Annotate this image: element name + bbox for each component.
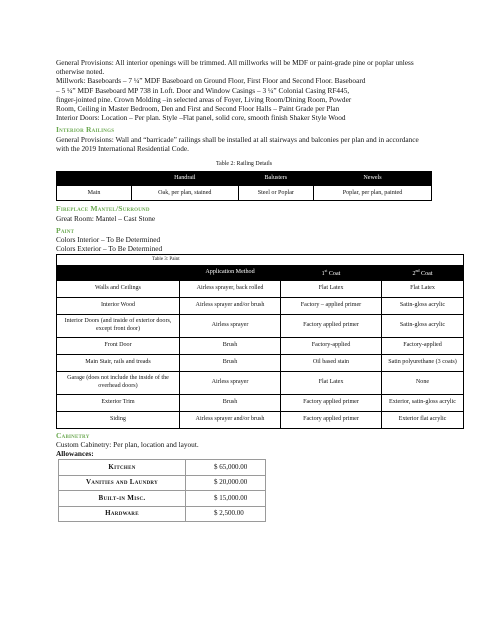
railing-header-balusters: Balusters (238, 172, 313, 186)
fireplace-heading: Fireplace Mantel/Surround (56, 204, 150, 214)
paint-header-first-coat: 1st Coat (281, 265, 382, 280)
paint-heading: Paint (56, 225, 75, 235)
paint-application: Brush (180, 394, 281, 411)
railing-table-header (57, 172, 432, 186)
allowance-amount: $ 2,500.00 (186, 506, 266, 522)
allowance-amount: $ 15,000.00 (186, 491, 266, 507)
paint-application: Airless sprayer and/or brush (180, 297, 281, 314)
table-row (57, 354, 464, 371)
paint-first-coat: Factory-applied (281, 337, 382, 354)
paint-surface: Garage (does not include the inside of the overhead doors) (57, 371, 180, 394)
paint-table (56, 254, 464, 429)
paint-application: Airless sprayer (180, 314, 281, 337)
table-row (57, 394, 464, 411)
paint-surface: Interior Doors (and inside of exterior doors, except front door) (57, 314, 180, 337)
millwork-line-4: Room, Ceiling in Master Bedroom, Den and First and Second Floor Halls – Paint Grade per Plan (56, 104, 340, 114)
paint-application: Airless sprayer, back rolled (180, 280, 281, 297)
paint-surface: Exterior Trim (57, 394, 180, 411)
paint-second-coat: Flat Latex (382, 280, 464, 297)
paint-first-coat: Flat Latex (281, 371, 382, 394)
railing-table-caption: Table 2: Railing Details (215, 161, 273, 168)
millwork-line-5: Interior Doors: Location – Per plan. Style –Flat panel, solid core, smooth finish Shaker Style Wood (56, 113, 346, 123)
paint-surface: Siding (57, 411, 180, 428)
railing-header-empty (57, 172, 132, 186)
table-row (59, 506, 266, 522)
table-row (59, 475, 266, 491)
allowance-item: Hardware (59, 506, 186, 522)
table-row (57, 297, 464, 314)
paint-surface: Main Stair, rails and treads (57, 354, 180, 371)
paint-second-coat: Exterior, satin-gloss acrylic (382, 394, 464, 411)
table-row (57, 371, 464, 394)
millwork-line-3: finger-jointed pine. Crown Molding –in selected areas of Foyer, Living Room/Dining Room, Powder (56, 94, 352, 104)
paint-table-header (57, 265, 464, 280)
table-row (57, 314, 464, 337)
paint-first-coat: Factory – applied primer (281, 297, 382, 314)
document-page (56, 58, 457, 522)
paint-second-coat: Exterior flat acrylic (382, 411, 464, 428)
paint-application: Airless sprayer (180, 371, 281, 394)
allowance-item: Kitchen (59, 460, 186, 476)
railing-balusters-value: Steel or Poplar (238, 186, 313, 201)
table-row (59, 491, 266, 507)
interior-railings-heading: Interior Railings (56, 125, 115, 135)
paint-surface: Walls and Ceilings (57, 280, 180, 297)
paint-first-coat: Oil based stain (281, 354, 382, 371)
allowance-amount: $ 20,000.00 (186, 475, 266, 491)
paint-first-coat: Flat Latex (281, 280, 382, 297)
paint-application: Brush (180, 337, 281, 354)
general-provisions-text: General Provisions: All interior openings will be trimmed. All millworks will be MDF or paint-grade pine or poplar unless otherwise noted. (56, 58, 414, 77)
table-row (57, 186, 432, 201)
paint-colors-exterior: Colors Exterior – To Be Determined (56, 244, 163, 254)
paint-second-coat: None (382, 371, 464, 394)
paint-surface: Front Door (57, 337, 180, 354)
paint-first-coat: Factory applied primer (281, 411, 382, 428)
paint-application: Brush (180, 354, 281, 371)
table-row (59, 460, 266, 476)
allowances-label: Allowances: (56, 449, 94, 459)
millwork-line-1: Millwork: Baseboards – 7 ¼” MDF Baseboard on Ground Floor, First Floor and Second Floor. Baseboard (56, 76, 366, 86)
paint-header-empty (57, 265, 180, 280)
railing-header-handrail: Handrail (132, 172, 239, 186)
table-row (57, 280, 464, 297)
paint-second-coat: Satin-gloss acrylic (382, 314, 464, 337)
allowances-table (58, 459, 266, 522)
cabinetry-heading: Cabinetry (56, 430, 90, 440)
railing-newels-value: Poplar, per plan, painted (314, 186, 432, 201)
paint-second-coat: Satin polyurethane (3 coats) (382, 354, 464, 371)
railing-handrail-value: Oak, per plan, stained (132, 186, 239, 201)
railing-header-newels: Newels (314, 172, 432, 186)
paint-table-caption: Table 3: Paint (57, 254, 464, 265)
paint-second-coat: Satin-gloss acrylic (382, 297, 464, 314)
table-row (57, 411, 464, 428)
allowance-item: Vanities and Laundry (59, 475, 186, 491)
millwork-line-2: – 5 ¼” MDF Baseboard MP 738 in Loft. Door and Window Casings – 3 ¼” Colonial Casing RF445, (56, 85, 350, 95)
paint-header-second-coat: 2nd Coat (382, 265, 464, 280)
paint-first-coat: Factory applied primer (281, 394, 382, 411)
fireplace-text: Great Room: Mantel – Cast Stone (56, 213, 156, 223)
allowance-item: Built-in Misc. (59, 491, 186, 507)
cabinetry-text: Custom Cabinetry: Per plan, location and layout. (56, 440, 199, 450)
interior-railings-text: General Provisions: Wall and “barricade” railings shall be installed at all stairways and balconies per plan and in accordance with the 2019 International Residential Code. (56, 134, 419, 154)
paint-surface: Interior Wood (57, 297, 180, 314)
railing-row-label: Main (57, 186, 132, 201)
paint-first-coat: Factory applied primer (281, 314, 382, 337)
railing-details-table (56, 171, 432, 201)
paint-header-application: Application Method (180, 265, 281, 280)
allowance-amount: $ 65,000.00 (186, 460, 266, 476)
paint-colors-interior: Colors Interior – To Be Determined (56, 235, 161, 245)
paint-second-coat: Factory-applied (382, 337, 464, 354)
paint-table-caption-row (57, 254, 464, 265)
paint-application: Airless sprayer and/or brush (180, 411, 281, 428)
table-row (57, 337, 464, 354)
